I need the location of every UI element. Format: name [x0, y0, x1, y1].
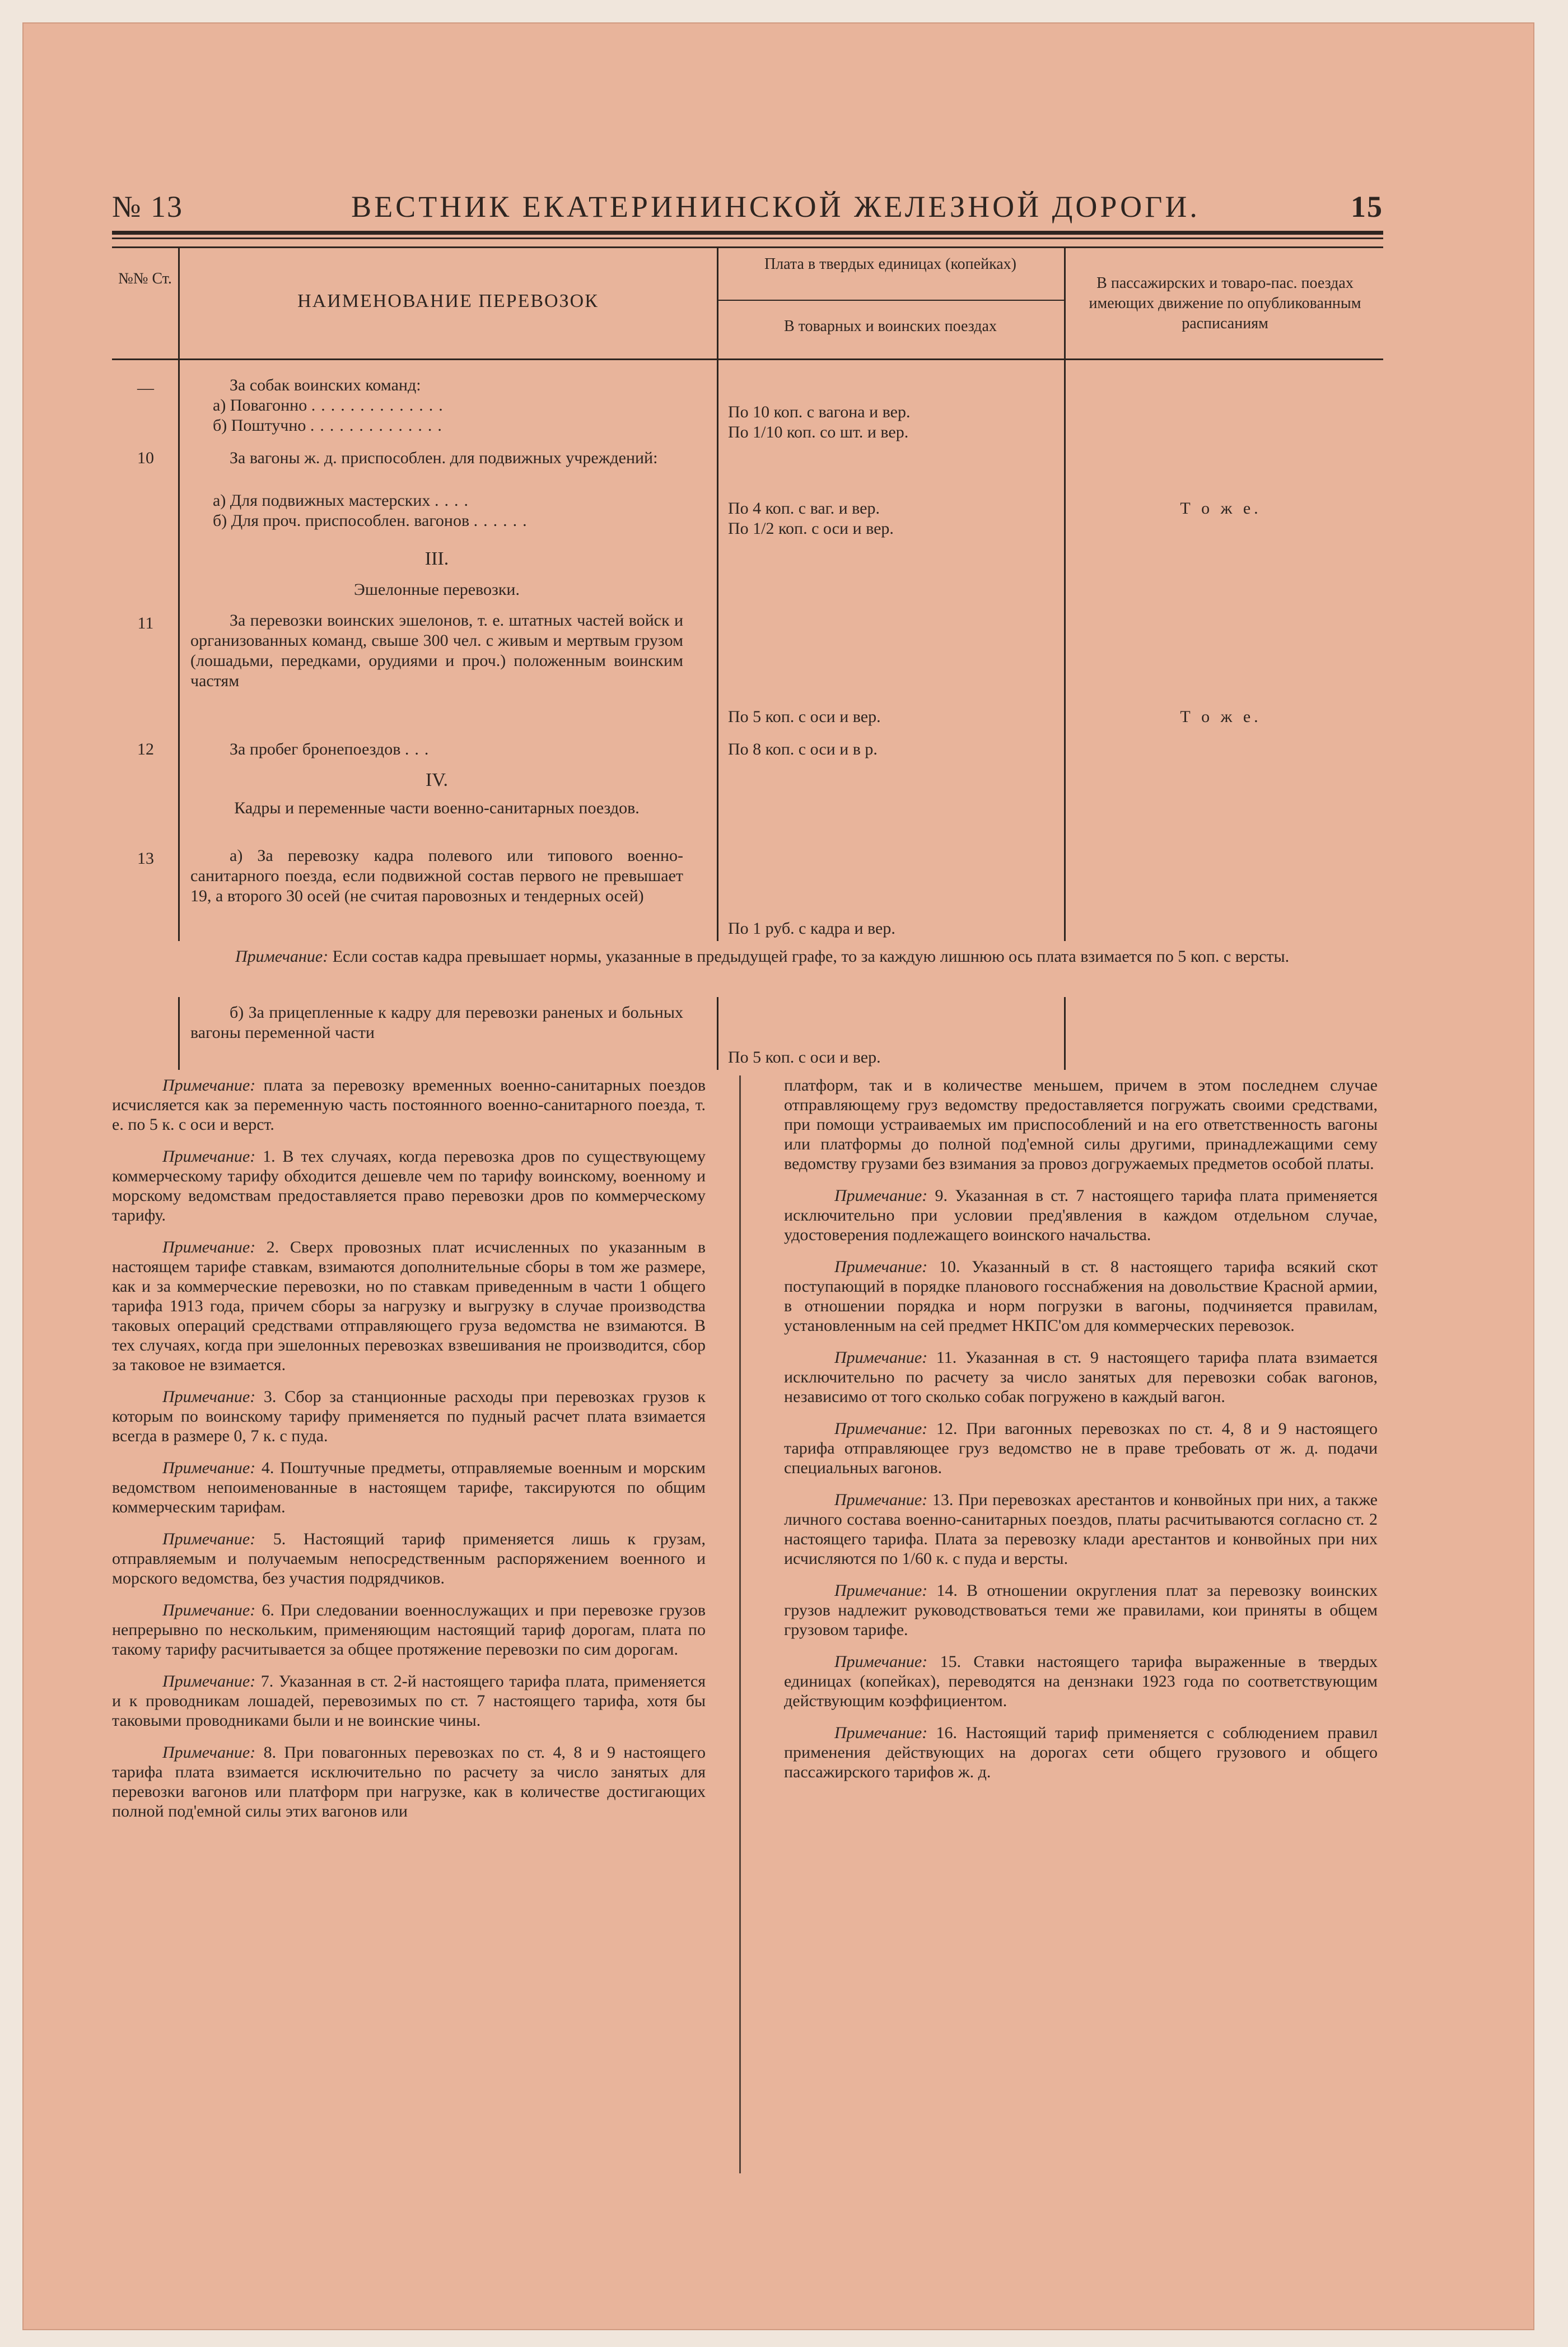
note-paragraph: Примечание: 14. В отношении округления плат за перевозку воинских грузов надлежит руководствоваться теми же правилами, кои приняты в общем грузовом тарифе.: [784, 1581, 1378, 1639]
table-header-rule: [112, 358, 1383, 360]
row-description: б) Для проч. приспособлен. вагонов ......: [213, 511, 533, 530]
header-rule-thin: [112, 238, 1383, 239]
row-description: За перевозки воинских эшелонов, т. е. штатных частей войск и организованных команд, свыше 300 чел. с живым и мертвым грузом (лошадьми, передками, орудиями и проч.) положенным воинским частям: [190, 611, 683, 690]
row-description: За вагоны ж. д. приспособлен. для подвижных учреждений:: [230, 449, 658, 467]
row-pay: По 1/10 коп. со шт. и вер.: [728, 423, 909, 441]
row-description: б) За прицепленные к кадру для перевозки раненых и больных вагоны переменной части: [190, 1003, 683, 1042]
leader-dots: ..............: [310, 416, 447, 435]
leader-dots: ...: [404, 740, 435, 758]
leader-dots: ......: [473, 511, 533, 530]
note-paragraph: Примечание: 11. Указанная в ст. 9 настоящего тарифа плата взимается исключительно по расчету за число занятых для перевозки собак вагонов, независимо от того сколько собак погружено в каждый вагон.: [784, 1348, 1378, 1406]
page: [112, 179, 1383, 2196]
table-col-divider: [717, 246, 718, 941]
row-description: а) Повагонно ..............: [213, 396, 449, 415]
note-paragraph: Примечание: 5. Настоящий тариф применяется лишь к грузам, отправляемым и получаемым непосредственным распоряжением военного и морского ведомства, без участия подрядчиков.: [112, 1530, 706, 1587]
note-paragraph: Примечание: 6. При следовании военнослужащих и при перевозке грузов непрерывно по нескольким, применяющим настоящий тариф дорогам, плата по такому тарифу расчитывается за общее протяжение перевозки по сим дорогам.: [112, 1601, 706, 1659]
note-paragraph: Примечание: 2. Сверх провозных плат исчисленных по указанным в настоящем тарифе ставкам, взимаются дополнительные сборы в том же размере, как и за коммерческие перевозки, но по ставкам приведенным в части 1 общего тарифа 1913 года, причем сборы за нагрузку и выгрузку в случае производства таковых операций средствами отправляющего груза ведомства не взимаются. В тех случаях, когда при эшелонных перевозках взвешивания не производится, сбор за таковое не взимается.: [112, 1238, 706, 1374]
tariff-table: [112, 246, 1383, 941]
note-paragraph: Примечание: 10. Указанный в ст. 8 настоящего тарифа всякий скот поступающий в порядке планового госснабжения на довольствие Красной армии, в отношении порядка и норм погрузки в вагоны, подчиняется правилам, установленным на сей предмет НКПС'ом для коммерческих перевозок.: [784, 1258, 1378, 1335]
row-pay: По 4 коп. с ваг. и вер.: [728, 499, 880, 518]
row-pay: По 10 коп. с вагона и вер.: [728, 403, 911, 421]
row-number: 12: [137, 740, 154, 758]
table-top-rule: [112, 246, 1383, 248]
row-number: —: [137, 379, 154, 397]
section-title: Эшелонные перевозки.: [354, 580, 520, 599]
table-col-divider: [1064, 246, 1066, 941]
col-header-pass: В пассажирских и товаро-пас. поездах имеющих движение по опубликованным расписаниям: [1089, 274, 1361, 332]
row-number: 10: [137, 449, 154, 467]
note-paragraph: платформ, так и в количестве меньшем, причем в этом последнем случае отправляющему груз ведомству предоставляется погружать своими средствами, при помощи устраиваемых им приспособлений и на его ответственность вагоны или платформы до полной под'емной силы другими, принадлежащими сему ведомству грузами без взимания за провоз догружаемых предметов особой платы.: [784, 1076, 1378, 1173]
row-description: а) За перевозку кадра полевого или типового военно-санитарного поезда, если подвижной состав первого не превышает 19, а второго 30 осей (не считая паровозных и тендерных осей): [190, 846, 683, 905]
note-paragraph: Примечание: 15. Ставки настоящего тарифа выраженные в твердых единицах (копейках), переводятся на дензнаки 1923 года по соответствующим действующим коэффициентом.: [784, 1652, 1378, 1710]
table-col-divider: [178, 246, 180, 941]
notes-left-column: [112, 1075, 706, 1833]
col-header-pay-group: Плата в твердых единицах (копейках): [764, 255, 1017, 273]
journal-title: ВЕСТНИК ЕКАТЕРИНИНСКОЙ ЖЕЛЕЗНОЙ ДОРОГИ.: [351, 190, 1200, 223]
note-paragraph: Примечание: 13. При перевозках арестантов и конвойных при них, а также личного состава военно-санитарных поездов, платы расчитываются согласно ст. 2 настоящего тарифа. Плата за перевозку клади арестантов и конвойных при них исчисляются по 1/60 к. с пуда и версты.: [784, 1491, 1378, 1568]
table-col-divider: [717, 997, 718, 1070]
row-pay: По 5 коп. с оси и вер.: [728, 707, 881, 726]
note-paragraph: Примечание: 3. Сбор за станционные расходы при перевозках грузов к которым по воинскому тарифу применяется по пудный расчет плата взимается всегда в размере 0, 7 к. с пуда.: [112, 1387, 706, 1445]
note-wide: [112, 947, 1383, 967]
note-paragraph: Примечание: 12. При вагонных перевозках по ст. 4, 8 и 9 настоящего тарифа отправляющее груз ведомство не в праве требовать от ж. д. подачи специальных вагонов.: [784, 1419, 1378, 1477]
note-paragraph: Примечание: 9. Указанная в ст. 7 настоящего тарифа плата применяется исключительно при условии пред'явления в каждом отдельном случае, удостоверения подлежащего воинского начальства.: [784, 1186, 1378, 1244]
sub-table: [112, 997, 1383, 1070]
note-text: Если состав кадра превышает нормы, указанные в предыдущей графе, то за каждую лишнюю ось плата взимается по 5 коп. с версты.: [332, 947, 1290, 966]
section-number: III.: [424, 548, 449, 569]
note-paragraph: Примечание: 7. Указанная в ст. 2-й настоящего тарифа плата, применяется и к проводникам лошадей, перевозимых по ст. 7 настоящего тарифа, хотя бы таковыми проводниками были и не воинские чины.: [112, 1672, 706, 1730]
note-paragraph: Примечание: плата за перевозку временных военно-санитарных поездов исчисляется как за переменную часть постоянного военно-санитарного поезда, т. е. по 5 к. с оси и верст.: [112, 1076, 706, 1134]
header-rule-thick: [112, 231, 1383, 235]
col-header-pay-goods: В товарных и воинских поездах: [784, 318, 997, 335]
section-title: Кадры и переменные части военно-санитарных поездов.: [234, 799, 640, 817]
note-paragraph: Примечание: 4. Поштучные предметы, отправляемые военным и морским ведомством непоименованные в настоящем тарифе, таксируются по общим коммерческим тарифам.: [112, 1459, 706, 1516]
row-description: За пробег бронепоездов ...: [230, 740, 435, 758]
row-pay: По 1/2 коп. с оси и вер.: [728, 519, 894, 538]
row-pass-same: Т о ж е.: [1180, 707, 1262, 726]
leader-dots: ....: [434, 491, 474, 510]
row-pay: По 5 коп. с оси и вер.: [728, 1048, 881, 1067]
page-header: [112, 179, 1383, 224]
row-description: За собак воинских команд:: [230, 376, 421, 394]
leader-dots: ..............: [311, 396, 449, 415]
table-col-divider: [178, 997, 180, 1070]
row-description: б) Поштучно ..............: [213, 416, 447, 435]
column-divider: [739, 1075, 741, 2173]
issue-number: № 13: [112, 190, 184, 223]
col-header-name: НАИМЕНОВАНИЕ ПЕРЕВОЗОК: [297, 291, 599, 311]
row-description: а) Для подвижных мастерских ....: [213, 491, 474, 510]
row-number: 13: [137, 849, 154, 868]
col-header-number: №№ Ст.: [118, 270, 172, 287]
row-pay: По 1 руб. с кадра и вер.: [728, 919, 895, 938]
table-col-divider: [1064, 997, 1066, 1070]
row-pass-same: Т о ж е.: [1180, 499, 1262, 518]
row-number: 11: [137, 614, 154, 632]
note-paragraph: Примечание: 16. Настоящий тариф применяется с соблюдением правил применения действующих на дорогах сети общего грузового и общего пассажирского тарифов ж. д.: [784, 1724, 1378, 1781]
paper-sheet: [22, 22, 1534, 2330]
notes-right-column: [784, 1075, 1378, 1794]
row-pay: По 8 коп. с оси и в р.: [728, 740, 878, 758]
note-label: Примечание:: [235, 947, 329, 966]
pay-subheader-rule: [717, 300, 1064, 301]
note-paragraph: Примечание: 1. В тех случаях, когда перевозка дров по существующему коммерческому тарифу обходится дешевле чем по тарифу воинскому, военному и морскому ведомствам предоставляется право перевозки дров по коммерческому тарифу.: [112, 1147, 706, 1224]
page-number: 15: [1351, 190, 1383, 223]
section-number: IV.: [426, 770, 448, 790]
note-paragraph: Примечание: 8. При повагонных перевозках по ст. 4, 8 и 9 настоящего тарифа плата взимается исключительно по расчету за число занятых для перевозки вагонов или платформ при нагрузке, как в количестве достигающих полной под'емной силы этих вагонов или: [112, 1743, 706, 1820]
